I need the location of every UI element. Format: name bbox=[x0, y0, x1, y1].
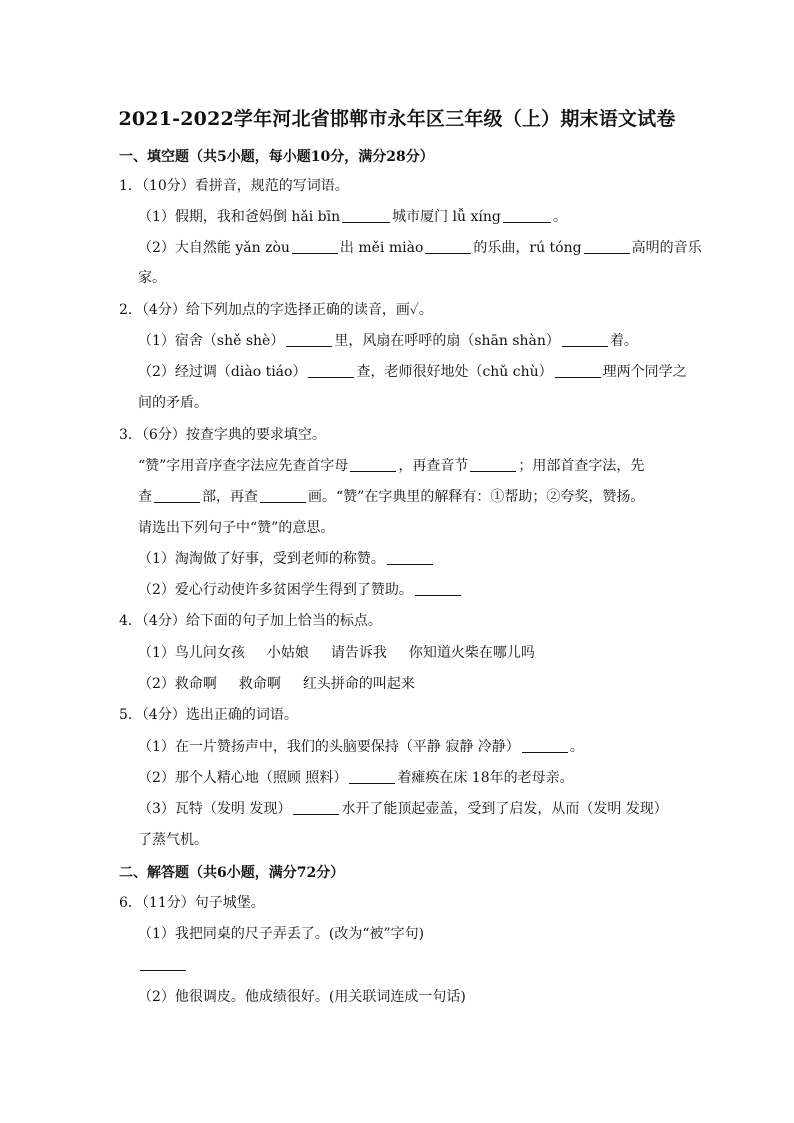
question-6-item-2: （2）他很调皮。他成绩很好。(用关联词连成一句话) bbox=[138, 989, 466, 1005]
answer-blank[interactable] bbox=[470, 457, 516, 472]
question-5-item-1: （1）在一片赞扬声中，我们的头脑要保持（平静 寂静 冷静） 。 bbox=[138, 739, 584, 755]
question-3-item-2: （2）爱心行动使许多贫困学生得到了赞助。 bbox=[138, 580, 463, 600]
answer-blank[interactable] bbox=[292, 239, 338, 254]
question-4-item-1: （1）鸟儿问女孩 小姑娘 请告诉我 你知道火柴在哪儿吗 bbox=[138, 645, 535, 661]
answer-blank[interactable] bbox=[555, 363, 601, 378]
section-heading-answer: 二、解答题（共6小题，满分72分） bbox=[119, 865, 345, 881]
question-1-item-2-cont: 家。 bbox=[138, 270, 166, 286]
answer-blank[interactable] bbox=[584, 239, 630, 254]
question-4-heading: 4．（4分）给下面的句子加上恰当的标点。 bbox=[119, 613, 382, 629]
answer-blank[interactable] bbox=[503, 208, 551, 223]
answer-blank[interactable] bbox=[522, 738, 568, 753]
question-2-item-1: （1）宿舍（shě shè） 里，风扇在呼呼的扇（shān shàn） 着。 bbox=[138, 333, 638, 349]
question-5-item-3-cont: 了蒸气机。 bbox=[138, 832, 208, 848]
question-5-item-3: （3）瓦特（发明 发现） 水开了能顶起壶盖，受到了启发，从而（发明 发现） bbox=[138, 801, 668, 817]
question-1-item-1: （1）假期，我和爸妈倒 hǎi bīn 城市厦门 lǚ xíng 。 bbox=[138, 209, 567, 225]
answer-blank[interactable] bbox=[286, 332, 332, 347]
answer-blank[interactable] bbox=[154, 488, 200, 503]
question-1-item-2: （2）大自然能 yǎn zòu 出 měi miào 的乐曲，rú tóng 高明的音乐 bbox=[138, 240, 702, 256]
answer-blank[interactable] bbox=[293, 800, 339, 815]
answer-blank[interactable] bbox=[562, 332, 608, 347]
question-1-heading: 1．（10分）看拼音，规范的写词语。 bbox=[119, 178, 349, 194]
answer-blank[interactable] bbox=[260, 488, 306, 503]
question-6-heading: 6．（11分）句子城堡。 bbox=[119, 895, 265, 911]
answer-blank[interactable] bbox=[387, 550, 433, 565]
question-5-item-2: （2）那个人精心地（照顾 照料） 着瘫痪在床 18年的老母亲。 bbox=[138, 770, 574, 786]
answer-blank[interactable] bbox=[140, 956, 186, 971]
question-3-heading: 3．（6分）按查字典的要求填空。 bbox=[119, 427, 326, 443]
question-5-heading: 5．（4分）选出正确的词语。 bbox=[119, 707, 298, 723]
question-3-item-1: （1）淘淘做了好事，受到老师的称赞。 bbox=[138, 549, 435, 569]
question-3-para-1: “赞”字用音序查字法应先查首字母 ，再查音节 ；用部首查字法，先 bbox=[138, 458, 645, 474]
section-heading-fill-blank: 一、填空题（共5小题，每小题10分，满分28分） bbox=[119, 149, 434, 165]
question-2-item-2: （2）经过调（diào tiáo） 查，老师很好地处（chǔ chù） 理两个同学之 bbox=[138, 364, 687, 380]
question-6-item-1: （1）我把同桌的尺子弄丢了。(改为“被”字句) bbox=[138, 926, 425, 942]
answer-blank[interactable] bbox=[308, 363, 354, 378]
answer-blank[interactable] bbox=[425, 239, 471, 254]
page-title: 2021-2022学年河北省邯郸市永年区三年级（上）期末语文试卷 bbox=[118, 108, 676, 130]
answer-blank[interactable] bbox=[350, 457, 396, 472]
answer-blank[interactable] bbox=[415, 581, 461, 596]
question-2-heading: 2．（4分）给下列加点的字选择正确的读音，画✓。 bbox=[119, 302, 433, 318]
answer-blank[interactable] bbox=[342, 208, 390, 223]
question-6-item-1-answer bbox=[138, 955, 188, 975]
answer-blank[interactable] bbox=[349, 769, 395, 784]
question-2-item-2-cont: 间的矛盾。 bbox=[138, 395, 208, 411]
question-4-item-2: （2）救命啊 救命啊 红头拼命的叫起来 bbox=[138, 676, 415, 692]
question-3-para-2: 查 部，再查 画。“赞”在字典里的解释有：①帮助；②夸奖，赞扬。 bbox=[138, 489, 645, 505]
question-3-para-3: 请选出下列句子中“赞”的意思。 bbox=[138, 520, 335, 536]
